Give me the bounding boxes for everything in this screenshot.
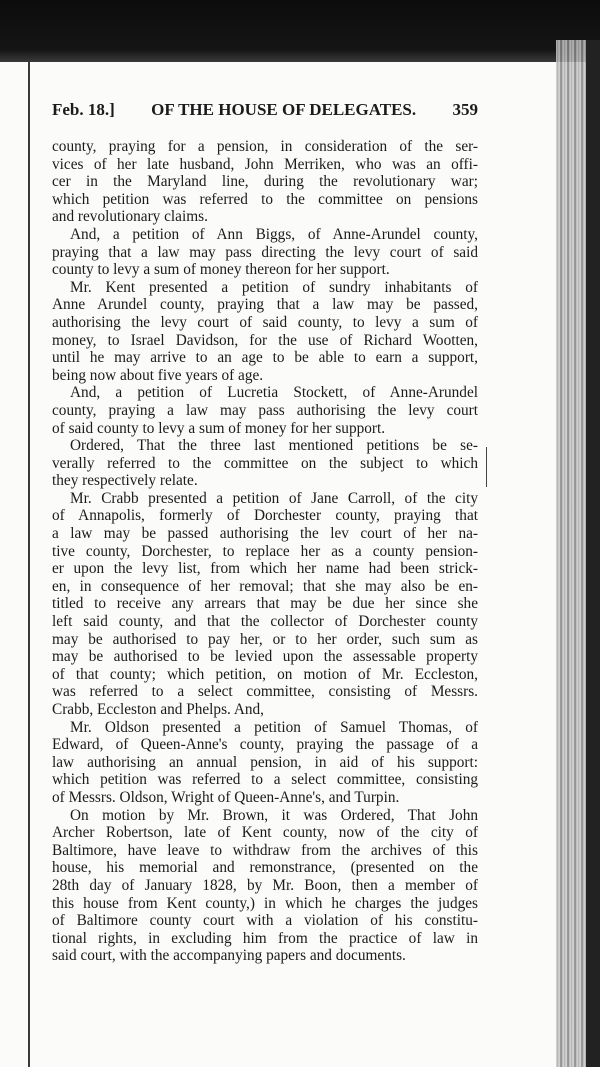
text-line: verally referred to the committee on the subject to which	[52, 454, 478, 472]
text-line: And, a petition of Lucretia Stockett, of Anne-Arundel	[70, 384, 478, 402]
text-line: tional rights, in excluding him from the practice of law in	[52, 929, 478, 947]
paragraph	[52, 719, 478, 807]
text-line: money, to Israel Davidson, for the use of Richard Wootten,	[52, 331, 478, 349]
text-line: county to levy a sum of money thereon for her support.	[52, 261, 390, 279]
text-line: cer in the Maryland line, during the revolutionary war;	[52, 173, 478, 191]
text-line: county, praying a law may pass authorising the levy court	[52, 401, 478, 419]
header-title: OF THE HOUSE OF DELEGATES.	[151, 100, 417, 119]
text-line: Ordered, That the three last mentioned petitions be se-	[70, 437, 478, 455]
margin-mark	[486, 447, 487, 487]
text-line: er upon the levy list, from which her name had been strick-	[52, 560, 478, 578]
text-line: tive county, Dorchester, to replace her as a county pension-	[52, 542, 478, 560]
scan-right-border	[586, 40, 600, 1067]
text-line: vices of her late husband, John Merriken, who was an offi-	[52, 155, 478, 173]
text-line: Edward, of Queen-Anne's county, praying the passage of a	[52, 736, 478, 754]
page-number: 359	[452, 100, 478, 119]
text-line: authorising the levy court of said county, to levy a sum of	[52, 313, 478, 331]
text-line: And, a petition of Ann Biggs, of Anne-Arundel county,	[70, 225, 478, 243]
text-line: county, praying for a pension, in consideration of the ser-	[52, 138, 478, 155]
text-line: praying that a law may pass directing the levy court of said	[52, 243, 478, 261]
text-line: titled to receive any arrears that may be due her since she	[52, 595, 478, 613]
text-line: until he may arrive to an age to be able to earn a support,	[52, 349, 478, 367]
text-line: and revolutionary claims.	[52, 208, 208, 226]
page-body-text	[52, 138, 478, 965]
header-date: Feb. 18.]	[52, 100, 115, 119]
paragraph	[52, 490, 478, 719]
running-header	[52, 100, 478, 122]
text-line: being now about five years of age.	[52, 366, 264, 384]
text-line: Baltimore, have leave to withdraw from the archives of this	[52, 841, 478, 859]
text-line: en, in consequence of her removal; that she may also be en-	[52, 577, 478, 595]
paragraph	[52, 279, 478, 385]
text-line: of that county; which petition, on motion of Mr. Eccleston,	[52, 665, 478, 683]
paragraph	[52, 807, 478, 965]
text-line: Mr. Kent presented a petition of sundry inhabitants of	[70, 278, 478, 296]
text-line: Archer Robertson, late of Kent county, now of the city of	[52, 824, 478, 842]
text-line: law authorising an annual pension, in aid of his support:	[52, 753, 478, 771]
text-line: of said county to levy a sum of money for her support.	[52, 419, 386, 437]
paragraph	[52, 437, 478, 490]
text-line: Anne Arundel county, praying that a law may be passed,	[52, 296, 478, 314]
page-left-edge	[28, 62, 30, 1067]
scan-top-border	[0, 0, 600, 62]
text-line: of Messrs. Oldson, Wright of Queen-Anne's, and Turpin.	[52, 788, 400, 806]
text-line: On motion by Mr. Brown, it was Ordered, That John	[70, 806, 478, 824]
text-line: house, his memorial and remonstrance, (presented on the	[52, 859, 478, 877]
text-line: left said county, and that the collector of Dorchester county	[52, 613, 478, 631]
paragraph	[52, 226, 478, 279]
paragraph	[52, 138, 478, 226]
text-line: a law may be passed authorising the lev court of her na-	[52, 525, 478, 543]
text-line: may be authorised to pay her, or to her order, such sum as	[52, 630, 478, 648]
text-line: they respectively relate.	[52, 472, 198, 490]
text-line: Mr. Oldson presented a petition of Samuel Thomas, of	[70, 718, 478, 736]
text-line: said court, with the accompanying papers and documents.	[52, 947, 406, 965]
text-line: 28th day of January 1828, by Mr. Boon, then a member of	[52, 876, 478, 894]
text-line: this house from Kent county,) in which he charges the judges	[52, 894, 478, 912]
text-line: Mr. Crabb presented a petition of Jane Carroll, of the city	[70, 489, 478, 507]
text-line: of Baltimore county court with a violation of his constitu-	[52, 912, 478, 930]
paragraph	[52, 384, 478, 437]
text-line: may be authorised to be levied upon the assessable property	[52, 648, 478, 666]
text-line: of Annapolis, formerly of Dorchester county, praying that	[52, 507, 478, 525]
text-line: was referred to a select committee, consisting of Messrs.	[52, 683, 478, 701]
text-line: Crabb, Eccleston and Phelps. And,	[52, 701, 264, 718]
text-line: which petition was referred to the committee on pensions	[52, 190, 478, 208]
text-line: which petition was referred to a select committee, consisting	[52, 771, 478, 789]
